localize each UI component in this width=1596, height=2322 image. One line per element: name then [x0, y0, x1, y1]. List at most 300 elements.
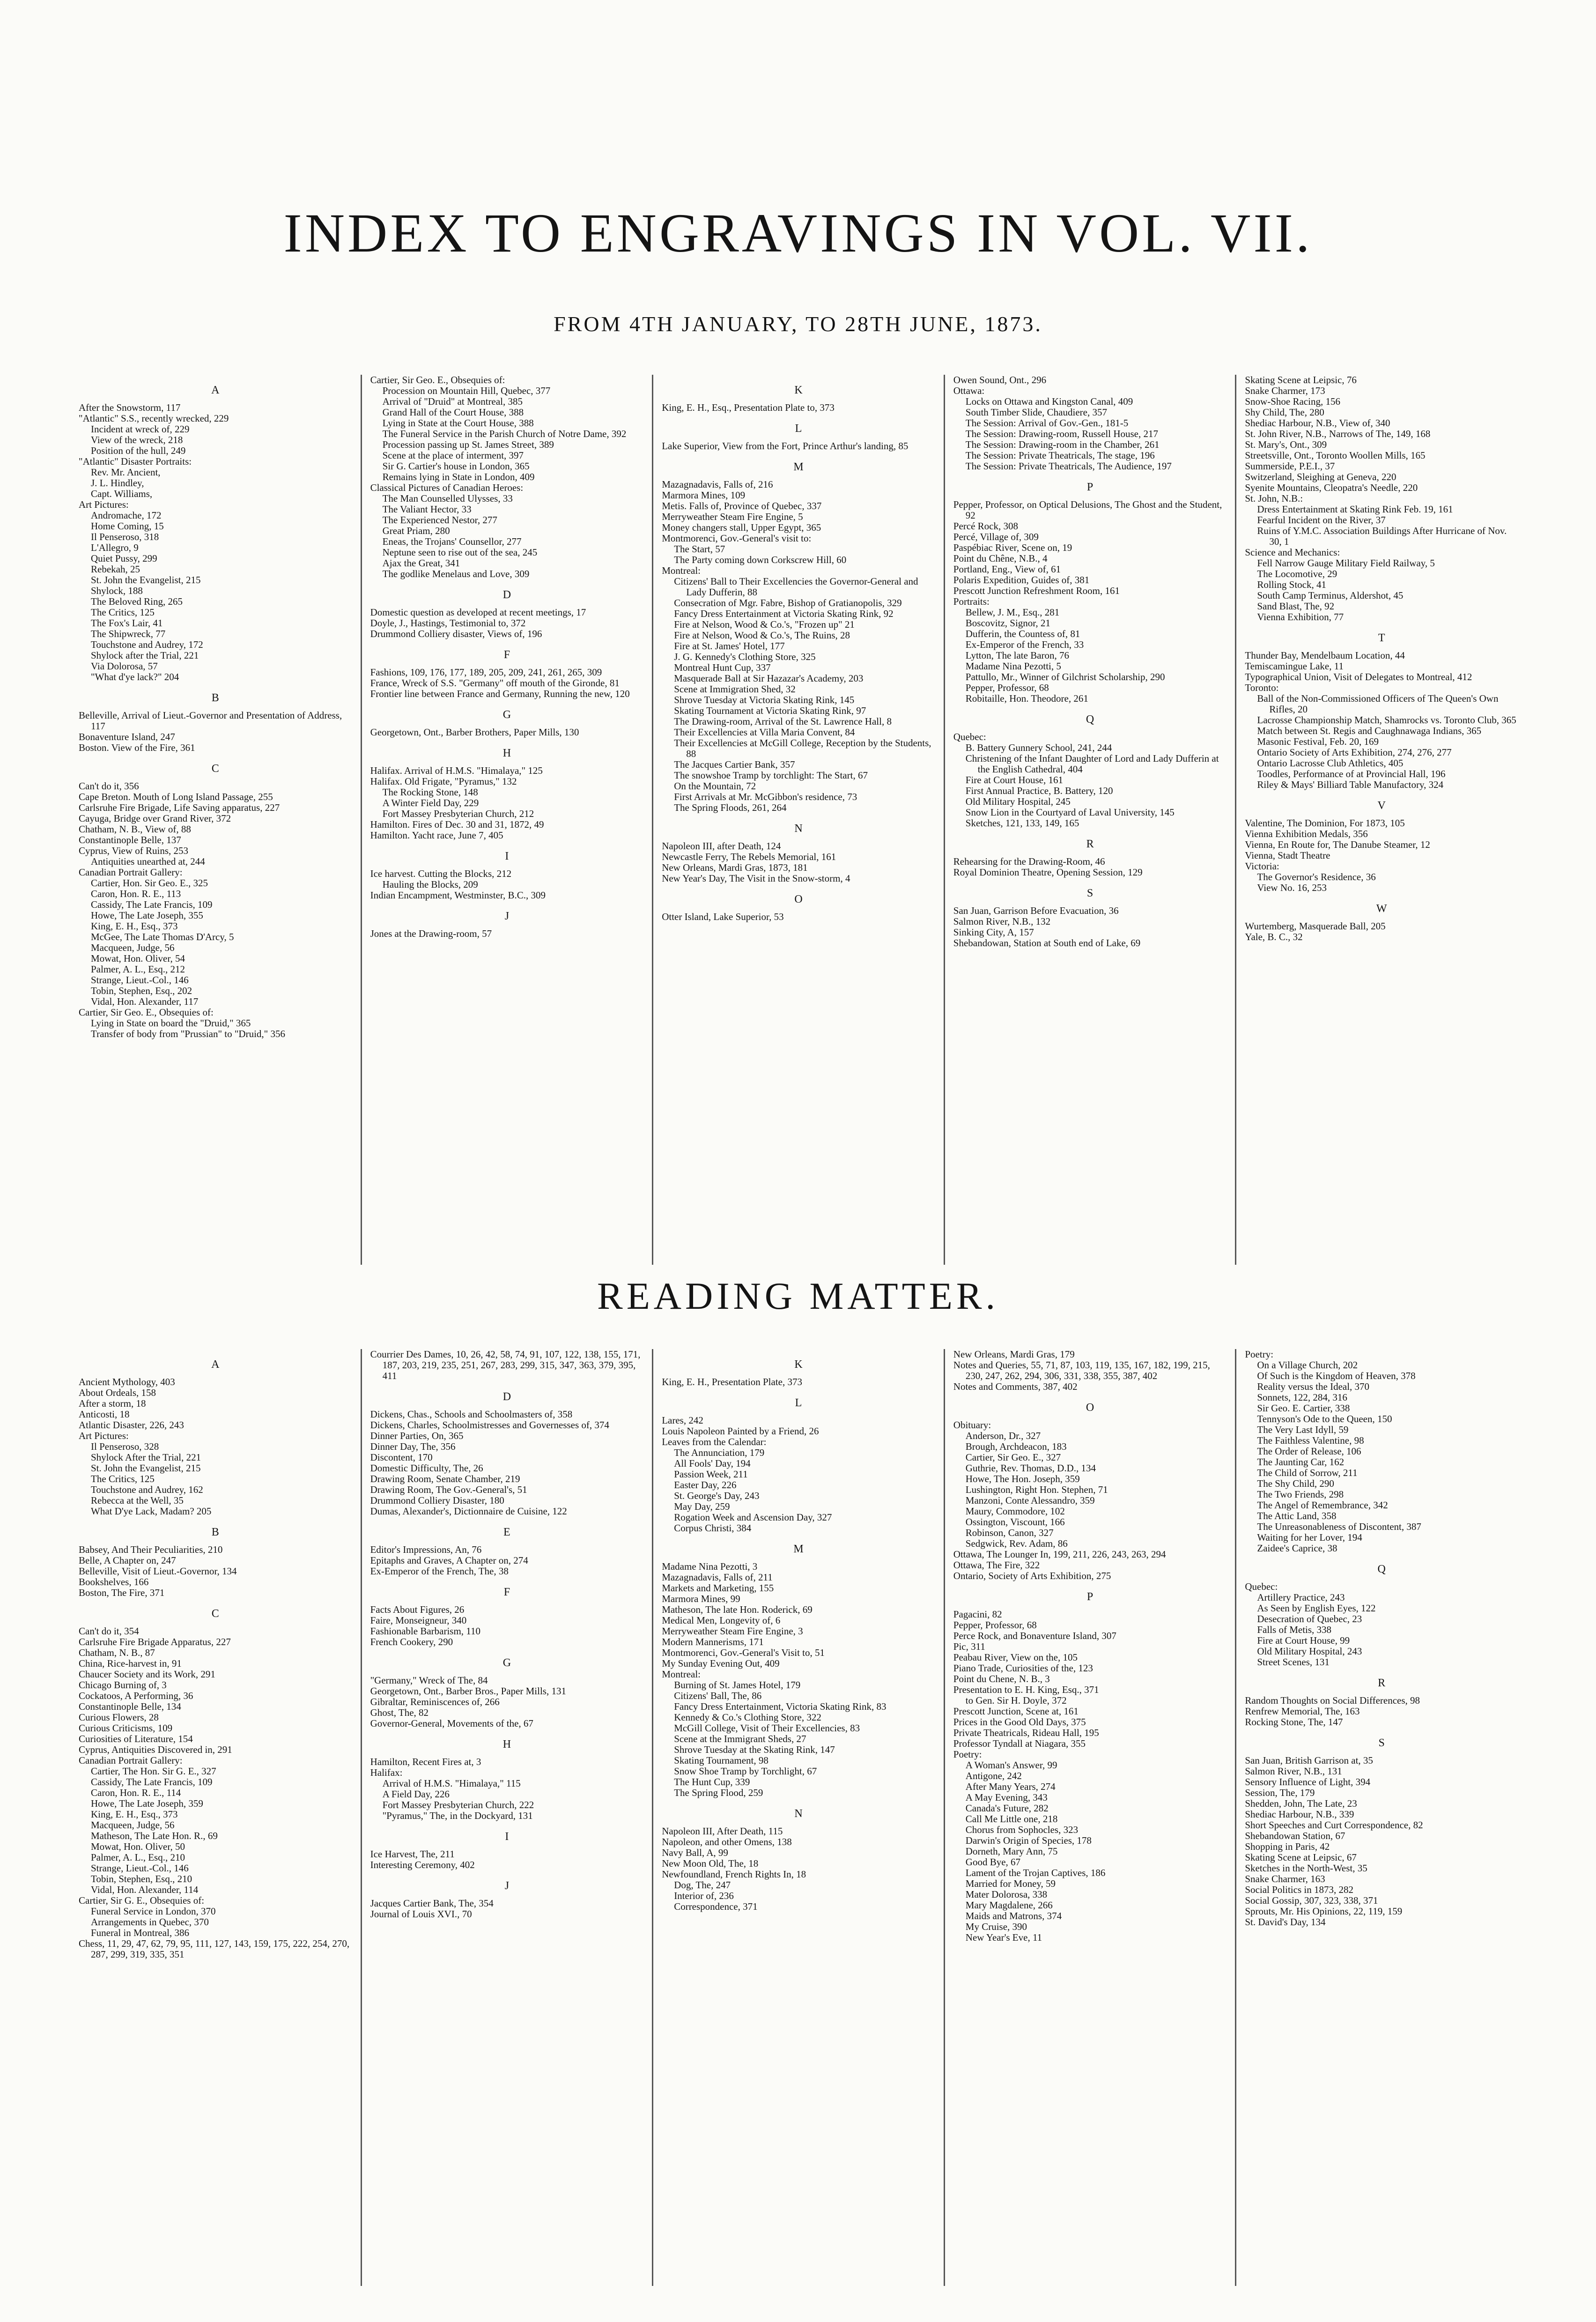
- index-entry: Fashionable Barbarism, 110: [370, 1625, 481, 1637]
- index-subentry: Fire at Nelson, Wood & Co.'s, "Frozen up" 21: [674, 619, 855, 630]
- page-subtitle: FROM 4TH JANUARY, TO 28TH JUNE, 1873.: [554, 312, 1042, 336]
- index-subentry: McGill College, Visit of Their Excellencies, 83: [674, 1722, 860, 1734]
- section-letter: L: [795, 1397, 802, 1409]
- section-letter: G: [502, 1657, 511, 1669]
- index-subentry: Skating Tournament, 98: [674, 1755, 768, 1766]
- index-subentry: Falls of Metis, 338: [1257, 1624, 1332, 1635]
- index-subentry: The Valiant Hector, 33: [382, 504, 472, 515]
- index-subentry: Old Military Hospital, 245: [965, 796, 1071, 807]
- index-subentry: After Many Years, 274: [965, 1781, 1056, 1792]
- index-subentry: Cartier, The Hon. Sir G. E., 327: [91, 1766, 216, 1777]
- index-entry: Bookshelves, 166: [79, 1576, 149, 1588]
- index-entry: Merryweather Steam Fire Engine, 3: [662, 1625, 803, 1637]
- index-entry: Can't do it, 356: [79, 780, 139, 792]
- index-subentry: Remains lying in State in London, 409: [382, 471, 535, 482]
- index-entry: Marmora Mines, 99: [662, 1593, 740, 1604]
- index-entry: Merryweather Steam Fire Engine, 5: [662, 511, 803, 522]
- index-entry: Constantinople Belle, 134: [79, 1701, 181, 1712]
- index-entry: Interesting Ceremony, 402: [370, 1859, 475, 1870]
- index-subentry: The Spring Flood, 259: [674, 1787, 763, 1798]
- section-letter: T: [1378, 632, 1385, 644]
- index-subentry: J. L. Hindley,: [91, 477, 144, 489]
- index-subentry: Rebekah, 25: [91, 564, 140, 575]
- index-entry: Matheson, The late Hon. Roderick, 69: [662, 1604, 813, 1615]
- index-subentry: Transfer of body from "Prussian" to "Druid," 356: [91, 1028, 285, 1039]
- index-subentry: Sketches, 121, 133, 149, 165: [965, 817, 1079, 829]
- index-subentry: Scene at Immigration Shed, 32: [674, 683, 796, 695]
- index-subentry: Bellew, J. M., Esq., 281: [965, 607, 1060, 618]
- index-entry: St. John River, N.B., Narrows of The, 149, 168: [1245, 428, 1431, 439]
- index-subentry: "What d'ye lack?" 204: [91, 671, 179, 683]
- index-entry: Cyprus, Antiquities Discovered in, 291: [79, 1744, 232, 1755]
- index-subentry: Procession on Mountain Hill, Quebec, 377: [382, 385, 551, 396]
- index-subentry: A Field Day, 226: [382, 1788, 450, 1800]
- index-entry: Summerside, P.E.I., 37: [1245, 460, 1335, 472]
- index-subentry: Dorneth, Mary Ann, 75: [965, 1846, 1058, 1857]
- index-subentry: The Session: Drawing-room, Russell House, 217: [965, 428, 1158, 439]
- index-subentry: Arrival of H.M.S. "Himalaya," 115: [382, 1778, 521, 1789]
- index-entry: Chatham, N. B., View of, 88: [79, 823, 191, 835]
- index-subentry: Chorus from Sophocles, 323: [965, 1824, 1079, 1835]
- index-entry: Ottawa:: [953, 385, 985, 396]
- section-letter: S: [1086, 887, 1094, 899]
- page-title: INDEX TO ENGRAVINGS IN VOL. VII.: [283, 202, 1313, 264]
- index-entry: Can't do it, 354: [79, 1625, 139, 1637]
- index-subentry: Ontario Lacrosse Club Athletics, 405: [1257, 757, 1404, 769]
- index-subentry: Locks on Ottawa and Kingston Canal, 409: [965, 396, 1133, 407]
- index-entry: Louis Napoleon Painted by a Friend, 26: [662, 1425, 819, 1437]
- index-subentry: Ruins of Y.M.C. Association Buildings After Hurricane of Nov. 30, 1: [1257, 525, 1507, 547]
- section-letter: N: [794, 1808, 803, 1820]
- index-subentry: Tobin, Stephen, Esq., 210: [91, 1873, 192, 1884]
- index-entry: Halifax. Arrival of H.M.S. "Himalaya," 125: [370, 765, 543, 776]
- index-entry: Shedden, John, The Late, 23: [1245, 1798, 1357, 1809]
- index-entry: Montmorenci, Gov.-General's visit to:: [662, 533, 812, 544]
- index-subentry: Match between St. Regis and Caughnawaga Indians, 365: [1257, 725, 1482, 736]
- index-subentry: Montreal Hunt Cup, 337: [674, 662, 771, 673]
- index-entry: Newcastle Ferry, The Rebels Memorial, 161: [662, 851, 836, 862]
- index-subentry: The snowshoe Tramp by torchlight: The Start, 67: [674, 770, 868, 781]
- index-subentry: Ontario Society of Arts Exhibition, 274, 276, 277: [1257, 747, 1452, 758]
- index-subentry: Their Excellencies at Villa Maria Convent, 84: [674, 727, 855, 738]
- index-entry: Discontent, 170: [370, 1452, 433, 1463]
- section-letter: R: [1086, 838, 1094, 850]
- index-entry: Indian Encampment, Westminster, B.C., 309: [370, 890, 546, 901]
- index-subentry: All Fools' Day, 194: [674, 1458, 751, 1469]
- index-subentry: The Experienced Nestor, 277: [382, 514, 497, 526]
- index-subentry: Position of the hull, 249: [91, 445, 186, 456]
- index-subentry: Rebecca at the Well, 35: [91, 1495, 184, 1506]
- index-entry: Presentation to E. H. King, Esq., 371: [953, 1684, 1099, 1695]
- index-subentry: "Pyramus," The, in the Dockyard, 131: [382, 1810, 533, 1821]
- index-entry: Marmora Mines, 109: [662, 490, 746, 501]
- index-entry: Prescott Junction Refreshment Room, 161: [953, 585, 1120, 596]
- index-subentry: Grand Hall of the Court House, 388: [382, 407, 524, 418]
- index-entry: Obituary:: [953, 1419, 991, 1431]
- index-subentry: The Locomotive, 29: [1257, 568, 1337, 579]
- index-entry: Hamilton. Fires of Dec. 30 and 31, 1872, 49: [370, 819, 544, 830]
- section-letter: C: [211, 763, 219, 775]
- index-subentry: The Child of Sorrow, 211: [1257, 1467, 1358, 1478]
- index-entry: Short Speeches and Curt Correspondence, 82: [1245, 1819, 1423, 1831]
- index-subentry: On a Village Church, 202: [1257, 1359, 1358, 1371]
- index-subentry: Consecration of Mgr. Fabre, Bishop of Gratianopolis, 329: [674, 597, 902, 608]
- index-entry: Metis. Falls of, Province of Quebec, 337: [662, 500, 822, 512]
- index-subentry: Fancy Dress Entertainment, Victoria Skating Rink, 83: [674, 1701, 887, 1712]
- index-entry: About Ordeals, 158: [79, 1387, 156, 1398]
- section-letter: Q: [1377, 1563, 1386, 1575]
- section-letter: R: [1378, 1677, 1386, 1689]
- index-entry: Vienna, En Route for, The Danube Steamer, 12: [1245, 839, 1430, 850]
- index-subentry: The Jacques Cartier Bank, 357: [674, 759, 795, 770]
- index-entry: Chaucer Society and its Work, 291: [79, 1669, 215, 1680]
- index-entry: San Juan, Garrison Before Evacuation, 36: [953, 905, 1119, 916]
- index-subentry: Fire at Nelson, Wood & Co.'s, The Ruins, 28: [674, 630, 850, 641]
- index-subentry: The Session: Private Theatricals, The stage, 196: [965, 450, 1155, 461]
- section-letter: L: [795, 423, 802, 435]
- index-subentry: Quiet Pussy, 299: [91, 553, 157, 564]
- index-subentry: As Seen by English Eyes, 122: [1257, 1602, 1376, 1614]
- index-entry: Ghost, The, 82: [370, 1707, 429, 1718]
- index-subentry: Home Coming, 15: [91, 520, 164, 532]
- index-subentry: A May Evening, 343: [965, 1792, 1048, 1803]
- index-entry: Wurtemberg, Masquerade Ball, 205: [1245, 920, 1386, 932]
- index-entry: Salmon River, N.B., 132: [953, 916, 1051, 927]
- index-subentry: Capt. Williams,: [91, 488, 153, 499]
- index-subentry: Fire at Court House, 99: [1257, 1635, 1350, 1646]
- index-subentry: A Winter Field Day, 229: [382, 797, 479, 809]
- index-entry: Dickens, Charles, Schoolmistresses and Governesses of, 374: [370, 1419, 609, 1431]
- index-entry: Constantinople Belle, 137: [79, 834, 181, 846]
- index-subentry: Cartier, Hon. Sir Geo. E., 325: [91, 877, 208, 889]
- index-entry: Bonaventure Island, 247: [79, 731, 175, 742]
- index-subentry: Desecration of Quebec, 23: [1257, 1613, 1362, 1625]
- section-letter: V: [1377, 800, 1386, 812]
- index-entry: Cartier, Sir Geo. E., Obsequies of:: [79, 1007, 214, 1018]
- index-entry: Ottawa, The Fire, 322: [953, 1559, 1040, 1571]
- index-subentry: View No. 16, 253: [1257, 882, 1327, 893]
- index-subentry: Mowat, Hon. Oliver, 50: [91, 1841, 185, 1852]
- index-subentry: Manzoni, Conte Alessandro, 359: [965, 1495, 1095, 1506]
- index-subentry: Ball of the Non-Commissioned Officers of The Queen's Own Rifles, 20: [1257, 693, 1499, 715]
- index-entry: Shy Child, The, 280: [1245, 407, 1324, 418]
- index-entry: Babsey, And Their Peculiarities, 210: [79, 1544, 223, 1555]
- index-entry: Sprouts, Mr. His Opinions, 22, 119, 159: [1245, 1906, 1403, 1917]
- index-entry: Perce Rock, and Bonaventure Island, 307: [953, 1630, 1116, 1641]
- index-subentry: Antiquities unearthed at, 244: [91, 856, 205, 867]
- index-subentry: View of the wreck, 218: [91, 434, 183, 445]
- index-subentry: Citizens' Ball to Their Excellencies the Governor-General and Lady Dufferin, 88: [674, 576, 918, 598]
- index-subentry: New Year's Eve, 11: [965, 1932, 1042, 1943]
- index-entry: Pic, 311: [953, 1641, 985, 1652]
- index-entry: New Moon Old, The, 18: [662, 1858, 759, 1869]
- index-entry: Cayuga, Bridge over Grand River, 372: [79, 813, 231, 824]
- section-letter: I: [505, 850, 509, 862]
- index-entry: Medical Men, Longevity of, 6: [662, 1615, 781, 1626]
- section-letter: N: [794, 823, 803, 835]
- index-subentry: Strange, Lieut.-Col., 146: [91, 1862, 189, 1874]
- index-entry: Poetry:: [953, 1749, 982, 1760]
- index-subentry: Funeral Service in London, 370: [91, 1906, 216, 1917]
- index-subentry: J. G. Kennedy's Clothing Store, 325: [674, 651, 816, 662]
- index-entry: Montmorenci, Gov.-General's Visit to, 51: [662, 1647, 825, 1658]
- index-entry: Dinner Day, The, 356: [370, 1441, 456, 1452]
- index-subentry: The Man Counselled Ulysses, 33: [382, 493, 513, 504]
- index-entry: Vienna Exhibition Medals, 356: [1245, 828, 1368, 839]
- index-subentry: Incident at wreck of, 229: [91, 423, 190, 435]
- index-entry: Classical Pictures of Canadian Heroes:: [370, 482, 524, 493]
- section-letter: J: [504, 1880, 510, 1892]
- index-subentry: Shrove Tuesday at the Skating Rink, 147: [674, 1744, 835, 1755]
- index-subentry: Eneas, the Trojans' Counsellor, 277: [382, 536, 522, 547]
- index-entry: Shediac Harbour, N.B., View of, 340: [1245, 417, 1390, 429]
- index-subentry: Arrival of "Druid" at Montreal, 385: [382, 396, 523, 407]
- section-letter: O: [794, 893, 803, 905]
- index-entry: Poetry:: [1245, 1349, 1274, 1360]
- index-entry: San Juan, British Garrison at, 35: [1245, 1755, 1373, 1766]
- index-subentry: Snow Lion in the Courtyard of Laval University, 145: [965, 807, 1175, 818]
- index-entry: King, E. H., Esq., Presentation Plate to, 373: [662, 402, 835, 413]
- reading-matter-index: [70, 1349, 1527, 2286]
- index-subentry: Sand Blast, The, 92: [1257, 601, 1335, 612]
- index-entry: Journal of Louis XVI., 70: [370, 1908, 472, 1920]
- index-entry: Social Politics in 1873, 282: [1245, 1884, 1353, 1895]
- index-subentry: Caron, Hon. R. E., 114: [91, 1787, 181, 1798]
- index-entry: Pagacini, 82: [953, 1609, 1002, 1620]
- index-entry: Navy Ball, A, 99: [662, 1847, 728, 1858]
- index-entry: Halifax:: [370, 1767, 403, 1778]
- index-subentry: Shrove Tuesday at Victoria Skating Rink, 145: [674, 694, 855, 705]
- index-entry: Drawing Room, Senate Chamber, 219: [370, 1473, 520, 1484]
- index-entry: New Orleans, Mardi Gras, 179: [953, 1349, 1075, 1360]
- index-subentry: Macqueen, Judge, 56: [91, 1819, 175, 1831]
- index-subentry: The Order of Release, 106: [1257, 1446, 1361, 1457]
- index-subentry: Guthrie, Rev. Thomas, D.D., 134: [965, 1462, 1096, 1474]
- index-entry: Mazagnadavis, Falls of, 216: [662, 479, 773, 490]
- index-entry: Mazagnadavis, Falls of, 211: [662, 1572, 773, 1583]
- index-entry: Science and Mechanics:: [1245, 547, 1340, 558]
- index-entry: "Atlantic" Disaster Portraits:: [79, 456, 192, 467]
- index-subentry: L'Allegro, 9: [91, 542, 139, 553]
- index-subentry: Masonic Festival, Feb. 20, 169: [1257, 736, 1379, 747]
- index-subentry: The Annunciation, 179: [674, 1447, 765, 1458]
- index-entry: Snake Charmer, 173: [1245, 385, 1325, 396]
- index-subentry: King, E. H., Esq., 373: [91, 1809, 178, 1820]
- index-subentry: Masquerade Ball at Sir Hazazar's Academy, 203: [674, 673, 864, 684]
- index-subentry: A Woman's Answer, 99: [965, 1759, 1057, 1771]
- reading-column: [1235, 1349, 1527, 2286]
- index-subentry: Tennyson's Ode to the Queen, 150: [1257, 1413, 1392, 1424]
- index-subentry: Good Bye, 67: [965, 1856, 1021, 1868]
- index-entry: Ancient Mythology, 403: [79, 1376, 175, 1387]
- index-subentry: Mary Magdalene, 266: [965, 1899, 1053, 1911]
- index-entry: Notes and Comments, 387, 402: [953, 1381, 1078, 1392]
- index-entry: Point du Chêne, N.B., 4: [953, 553, 1048, 564]
- section-letter: K: [794, 1358, 803, 1371]
- index-entry: Boston, The Fire, 371: [79, 1587, 165, 1598]
- index-entry: Otter Island, Lake Superior, 53: [662, 911, 784, 922]
- index-entry: Ontario, Society of Arts Exhibition, 275: [953, 1570, 1111, 1581]
- section-letter: K: [794, 384, 803, 396]
- index-subentry: Lytton, The late Baron, 76: [965, 650, 1070, 661]
- index-subentry: Great Priam, 280: [382, 525, 450, 536]
- index-entry: Madame Nina Pezotti, 3: [662, 1561, 758, 1572]
- index-entry: Drummond Colliery Disaster, 180: [370, 1495, 504, 1506]
- index-subentry: Sedgwick, Rev. Adam, 86: [965, 1538, 1068, 1549]
- index-entry: Chess, 11, 29, 47, 62, 79, 95, 111, 127, 143, 159, 175, 222, 254, 270, 287, 299, 319, 335, 351: [79, 1938, 350, 1960]
- index-entry: Markets and Marketing, 155: [662, 1582, 774, 1594]
- index-subentry: B. Battery Gunnery School, 241, 244: [965, 742, 1112, 753]
- index-entry: Curious Criticisms, 109: [79, 1722, 173, 1734]
- index-subentry: Interior of, 236: [674, 1890, 734, 1901]
- index-subentry: Palmer, A. L., Esq., 210: [91, 1852, 185, 1863]
- index-subentry: The Session: Arrival of Gov.-Gen., 181-5: [965, 417, 1129, 429]
- index-entry: Prescott Junction, Scene at, 161: [953, 1706, 1079, 1717]
- index-subentry: Andromache, 172: [91, 510, 162, 521]
- index-subentry: Of Such is the Kingdom of Heaven, 378: [1257, 1370, 1416, 1381]
- section-letter: A: [211, 1358, 220, 1371]
- index-subentry: The Session: Private Theatricals, The Audience, 197: [965, 460, 1172, 472]
- index-subentry: Il Penseroso, 318: [91, 531, 159, 542]
- index-subentry: Easter Day, 226: [674, 1479, 737, 1491]
- index-subentry: Fire at St. James' Hotel, 177: [674, 640, 785, 652]
- index-entry: After the Snowstorm, 117: [79, 402, 181, 413]
- index-subentry: Pepper, Professor, 68: [965, 682, 1049, 693]
- index-subentry: Funeral in Montreal, 386: [91, 1927, 189, 1938]
- index-entry: French Cookery, 290: [370, 1636, 453, 1647]
- index-subentry: The Shy Child, 290: [1257, 1478, 1334, 1489]
- index-entry: Governor-General, Movements of the, 67: [370, 1718, 533, 1729]
- index-entry: Lake Superior, View from the Fort, Prince Arthur's landing, 85: [662, 440, 909, 452]
- index-entry: Cartier, Sir Geo. E., Obsequies of:: [370, 375, 505, 386]
- index-entry: Ex-Emperor of the French, The, 38: [370, 1565, 509, 1577]
- section-letter: W: [1376, 903, 1387, 915]
- index-entry: Courrier Des Dames, 10, 26, 42, 58, 74, 91, 107, 122, 138, 155, 171, 187, 203, 219, 235, 251, 267, 283, 299, 315, 347, 363, 379, 395, 411: [370, 1349, 641, 1381]
- index-subentry: Old Military Hospital, 243: [1257, 1646, 1362, 1657]
- reading-column: [652, 1349, 944, 2286]
- index-subentry: St. John the Evangelist, 215: [91, 1462, 201, 1474]
- index-entry: Jones at the Drawing-room, 57: [370, 928, 492, 939]
- index-subentry: The Session: Drawing-room in the Chamber, 261: [965, 439, 1160, 450]
- index-entry: Cockatoos, A Performing, 36: [79, 1690, 193, 1701]
- index-entry: Percé Rock, 308: [953, 520, 1018, 532]
- index-entry: Frontier line between France and Germany, Running the new, 120: [370, 688, 630, 699]
- index-entry: Quebec:: [953, 731, 986, 742]
- index-subentry: Ajax the Great, 341: [382, 557, 460, 569]
- index-subentry: Fancy Dress Entertainment at Victoria Skating Rink, 92: [674, 608, 894, 619]
- index-subentry: Call Me Little one, 218: [965, 1813, 1058, 1825]
- section-letter: F: [503, 649, 510, 661]
- index-subentry: The Party coming down Corkscrew Hill, 60: [674, 554, 847, 565]
- index-subentry: The godlike Menelaus and Love, 309: [382, 568, 530, 579]
- section-letter: D: [502, 589, 511, 601]
- index-entry: Yale, B. C., 32: [1245, 931, 1303, 942]
- index-subentry: Pattullo, Mr., Winner of Gilchrist Scholarship, 290: [965, 671, 1165, 683]
- index-subentry: Howe, The Late Joseph, 359: [91, 1798, 203, 1809]
- index-subentry: The Attic Land, 358: [1257, 1510, 1337, 1521]
- index-subentry: Robinson, Canon, 327: [965, 1527, 1054, 1538]
- index-entry: Carlsruhe Fire Brigade, Life Saving apparatus, 227: [79, 802, 280, 813]
- index-subentry: Lying in State at the Court House, 388: [382, 417, 534, 429]
- index-entry: Temiscamingue Lake, 11: [1245, 660, 1344, 672]
- index-entry: Snow-Shoe Racing, 156: [1245, 396, 1340, 407]
- index-subentry: Citizens' Ball, The, 86: [674, 1690, 762, 1701]
- index-subentry: Shylock After the Trial, 221: [91, 1452, 201, 1463]
- index-subentry: What D'ye Lack, Madam? 205: [91, 1506, 212, 1517]
- index-subentry: Fell Narrow Gauge Military Field Railway, 5: [1257, 557, 1435, 569]
- index-entry: Streetsville, Ont., Toronto Woollen Mills, 165: [1245, 450, 1426, 461]
- index-subentry: Sir Geo. E. Cartier, 338: [1257, 1402, 1350, 1414]
- index-entry: Canadian Portrait Gallery:: [79, 867, 183, 878]
- index-subentry: Canada's Future, 282: [965, 1803, 1049, 1814]
- index-entry: France, Wreck of S.S. "Germany" off mouth of the Gironde, 81: [370, 677, 620, 689]
- section-letter: E: [503, 1526, 510, 1538]
- section-letter: B: [211, 692, 219, 704]
- index-entry: Portland, Eng., View of, 61: [953, 564, 1061, 575]
- index-entry: Art Pictures:: [79, 499, 129, 510]
- section-letter: O: [1086, 1402, 1094, 1414]
- index-subentry: The Critics, 125: [91, 1473, 155, 1484]
- index-entry: St. David's Day, 134: [1245, 1916, 1326, 1928]
- index-entry: Gibraltar, Reminiscences of, 266: [370, 1696, 500, 1707]
- index-subentry: Corpus Christi, 384: [674, 1522, 752, 1534]
- section-letter: H: [502, 747, 511, 759]
- index-subentry: Toodles, Performance of at Provincial Hall, 196: [1257, 768, 1446, 779]
- index-subentry: First Arrivals at Mr. McGibbon's residence, 73: [674, 791, 857, 802]
- index-subentry: South Timber Slide, Chaudiere, 357: [965, 407, 1107, 418]
- index-subentry: Procession passing up St. James Street, 389: [382, 439, 554, 450]
- index-subentry: Palmer, A. L., Esq., 212: [91, 964, 185, 975]
- index-subentry: Il Penseroso, 328: [91, 1441, 159, 1452]
- section-letter: D: [502, 1391, 511, 1403]
- index-subentry: South Camp Terminus, Aldershot, 45: [1257, 590, 1404, 601]
- index-entry: Doyle, J., Hastings, Testimonial to, 372: [370, 617, 526, 629]
- index-entry: Boston. View of the Fire, 361: [79, 742, 195, 753]
- index-subentry: Sir G. Cartier's house in London, 365: [382, 460, 530, 472]
- reading-column: [944, 1349, 1235, 2286]
- index-subentry: Waiting for her Lover, 194: [1257, 1532, 1362, 1543]
- index-entry: Shebandowan Station, 67: [1245, 1830, 1345, 1841]
- index-entry: Session, The, 179: [1245, 1787, 1315, 1798]
- index-subentry: Brough, Archdeacon, 183: [965, 1441, 1067, 1452]
- index-entry: Pepper, Professor, on Optical Delusions, The Ghost and the Student, 92: [953, 499, 1222, 521]
- section-letter: C: [211, 1608, 219, 1620]
- index-entry: Quebec:: [1245, 1581, 1278, 1592]
- index-entry: Point du Chene, N. B., 3: [953, 1673, 1050, 1684]
- index-subentry: Ex-Emperor of the French, 33: [965, 639, 1084, 650]
- section-letter: Q: [1086, 713, 1094, 726]
- index-subentry: Scene at the place of interment, 397: [382, 450, 524, 461]
- index-entry: My Sunday Evening Out, 409: [662, 1658, 780, 1669]
- section-letter: P: [1086, 1591, 1094, 1603]
- index-subentry: King, E. H., Esq., 373: [91, 920, 178, 932]
- section-letter: M: [793, 1543, 804, 1555]
- index-subentry: Zaidee's Caprice, 38: [1257, 1543, 1337, 1554]
- index-entry: Polaris Expedition, Guides of, 381: [953, 574, 1090, 586]
- index-subentry: Macqueen, Judge, 56: [91, 942, 175, 953]
- index-subentry: McGee, The Late Thomas D'Arcy, 5: [91, 931, 234, 942]
- section-letter: B: [211, 1526, 219, 1538]
- index-entry: Domestic Difficulty, The, 26: [370, 1462, 483, 1474]
- section-letter: J: [504, 910, 510, 922]
- index-entry: Portraits:: [953, 596, 990, 607]
- index-entry: Renfrew Memorial, The, 163: [1245, 1706, 1360, 1717]
- index-entry: Hamilton. Yacht race, June 7, 405: [370, 830, 503, 841]
- index-entry: Pepper, Professor, 68: [953, 1619, 1037, 1631]
- index-subentry: The Beloved Ring, 265: [91, 596, 183, 607]
- index-subentry: Rev. Mr. Ancient,: [91, 467, 161, 478]
- index-subentry: Madame Nina Pezotti, 5: [965, 660, 1061, 672]
